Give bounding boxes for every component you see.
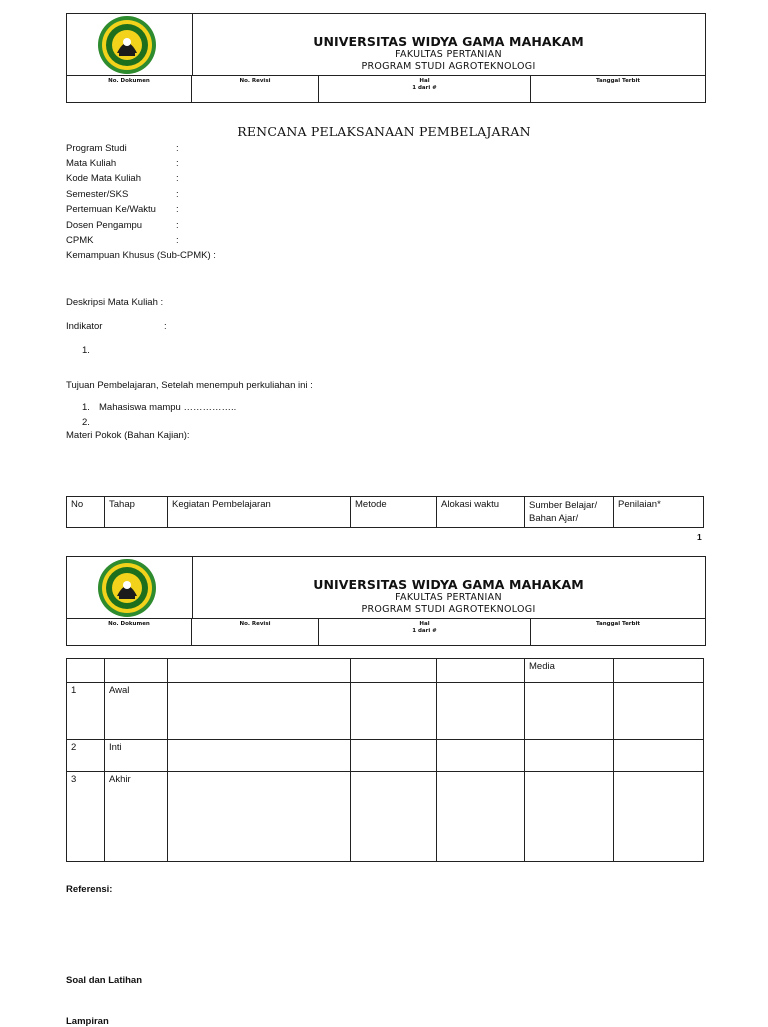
cell: [614, 659, 704, 683]
table-row: [67, 683, 704, 740]
doc-number-label: No. Dokumen: [108, 78, 150, 84]
cell: [437, 659, 525, 683]
cell: [614, 683, 704, 740]
issue-date-cell: [531, 619, 705, 646]
cell: [168, 740, 351, 772]
table-row: [67, 740, 704, 772]
cell: [351, 659, 437, 683]
cell: [437, 683, 525, 740]
row-no: 1: [67, 683, 105, 740]
activity-table-header: [66, 496, 704, 528]
university-seal-logo: [97, 15, 157, 75]
program-name: PROGRAM STUDI AGROTEKNOLOGI: [361, 61, 536, 72]
th-no: No: [67, 497, 105, 528]
cell: [168, 683, 351, 740]
page-value: 1 dari #: [412, 85, 437, 91]
field-kode-mata-kuliah: Kode Mata Kuliah: [66, 173, 141, 184]
th-tahap: Tahap: [105, 497, 168, 528]
tujuan-item-2-number: 2.: [82, 417, 90, 428]
cell: [614, 740, 704, 772]
cell: [614, 772, 704, 862]
cell: [168, 772, 351, 862]
soal-latihan-label: Soal dan Latihan: [66, 975, 143, 986]
faculty-name: FAKULTAS PERTANIAN: [395, 49, 502, 60]
th-penilaian: Penilaian*: [614, 497, 704, 528]
field-dosen-pengampu-colon: :: [176, 220, 179, 231]
faculty-name: FAKULTAS PERTANIAN: [395, 592, 502, 603]
cell: [351, 683, 437, 740]
table-row: [67, 659, 704, 683]
th-alokasi: Alokasi waktu: [437, 497, 525, 528]
header-title-cell: [192, 14, 705, 75]
cell: [67, 659, 105, 683]
cell: [351, 772, 437, 862]
tujuan-item-1-text: Mahasiswa mampu ……………..: [99, 402, 237, 413]
page-value: 1 dari #: [412, 628, 437, 634]
doc-number-cell: [67, 619, 192, 646]
field-semester-sks-colon: :: [176, 189, 179, 200]
table-row: [67, 497, 704, 528]
issue-date-cell: [531, 76, 705, 103]
row-tahap: Awal: [105, 683, 168, 740]
indikator-item-1: 1.: [82, 345, 90, 356]
issue-date-label: Tanggal Terbit: [596, 78, 640, 84]
row-tahap: Inti: [105, 740, 168, 772]
university-name: UNIVERSITAS WIDYA GAMA MAHAKAM: [313, 577, 584, 592]
issue-date-label: Tanggal Terbit: [596, 621, 640, 627]
field-sub-cpmk: Kemampuan Khusus (Sub-CPMK) :: [66, 250, 216, 261]
page-number: 1: [697, 532, 702, 542]
cell: [525, 683, 614, 740]
cell: [525, 740, 614, 772]
doc-number-cell: [67, 76, 192, 103]
program-name: PROGRAM STUDI AGROTEKNOLOGI: [361, 604, 536, 615]
activity-table-body: [66, 658, 704, 862]
document-header-page-2: [66, 556, 706, 646]
th-sumber-line2: Bahan Ajar/: [529, 513, 579, 524]
field-program-studi-colon: :: [176, 143, 179, 154]
field-cpmk-colon: :: [176, 235, 179, 246]
tujuan-item-1-number: 1.: [82, 402, 90, 413]
field-kode-mata-kuliah-colon: :: [176, 173, 179, 184]
materi-pokok-label: Materi Pokok (Bahan Kajian):: [66, 430, 190, 441]
field-pertemuan-colon: :: [176, 204, 179, 215]
revision-cell: [192, 619, 319, 646]
th-sumber: [525, 497, 614, 528]
row-no: 3: [67, 772, 105, 862]
field-indikator: Indikator: [66, 321, 103, 332]
header-meta-row: [67, 75, 705, 103]
document-header: [66, 13, 706, 103]
page-cell: [319, 76, 531, 103]
row-no: 2: [67, 740, 105, 772]
cell: [351, 740, 437, 772]
row-tahap: Akhir: [105, 772, 168, 862]
page-label: Hal: [419, 621, 430, 627]
field-semester-sks: Semester/SKS: [66, 189, 129, 200]
revision-label: No. Revisi: [239, 78, 271, 84]
th-kegiatan: Kegiatan Pembelajaran: [168, 497, 351, 528]
field-program-studi: Program Studi: [66, 143, 127, 154]
lampiran-label: Lampiran: [66, 1016, 109, 1027]
tujuan-label: Tujuan Pembelajaran, Setelah menempuh perkuliahan ini :: [66, 380, 313, 391]
cell: [437, 740, 525, 772]
revision-label: No. Revisi: [239, 621, 271, 627]
field-deskripsi: Deskripsi Mata Kuliah :: [66, 297, 164, 308]
header-meta-row: [67, 618, 705, 646]
cell: [168, 659, 351, 683]
logo-cell: [67, 14, 193, 75]
revision-cell: [192, 76, 319, 103]
doc-number-label: No. Dokumen: [108, 621, 150, 627]
th-media: Media: [525, 659, 614, 683]
th-sumber-line1: Sumber Belajar/: [529, 500, 598, 511]
document-title: RENCANA PELAKSANAAN PEMBELAJARAN: [237, 124, 531, 139]
referensi-label: Referensi:: [66, 884, 113, 895]
th-metode: Metode: [351, 497, 437, 528]
field-pertemuan: Pertemuan Ke/Waktu: [66, 204, 156, 215]
cell: [525, 772, 614, 862]
page-cell: [319, 619, 531, 646]
field-cpmk: CPMK: [66, 235, 94, 246]
header-title-cell: [192, 557, 705, 618]
logo-cell: [67, 557, 193, 618]
page-label: Hal: [419, 78, 430, 84]
cell: [437, 772, 525, 862]
field-mata-kuliah-colon: :: [176, 158, 179, 169]
field-mata-kuliah: Mata Kuliah: [66, 158, 117, 169]
university-seal-logo: [97, 558, 157, 618]
field-indikator-colon: :: [164, 321, 167, 332]
university-name: UNIVERSITAS WIDYA GAMA MAHAKAM: [313, 34, 584, 49]
field-dosen-pengampu: Dosen Pengampu: [66, 220, 143, 231]
table-row: [67, 772, 704, 862]
cell: [105, 659, 168, 683]
